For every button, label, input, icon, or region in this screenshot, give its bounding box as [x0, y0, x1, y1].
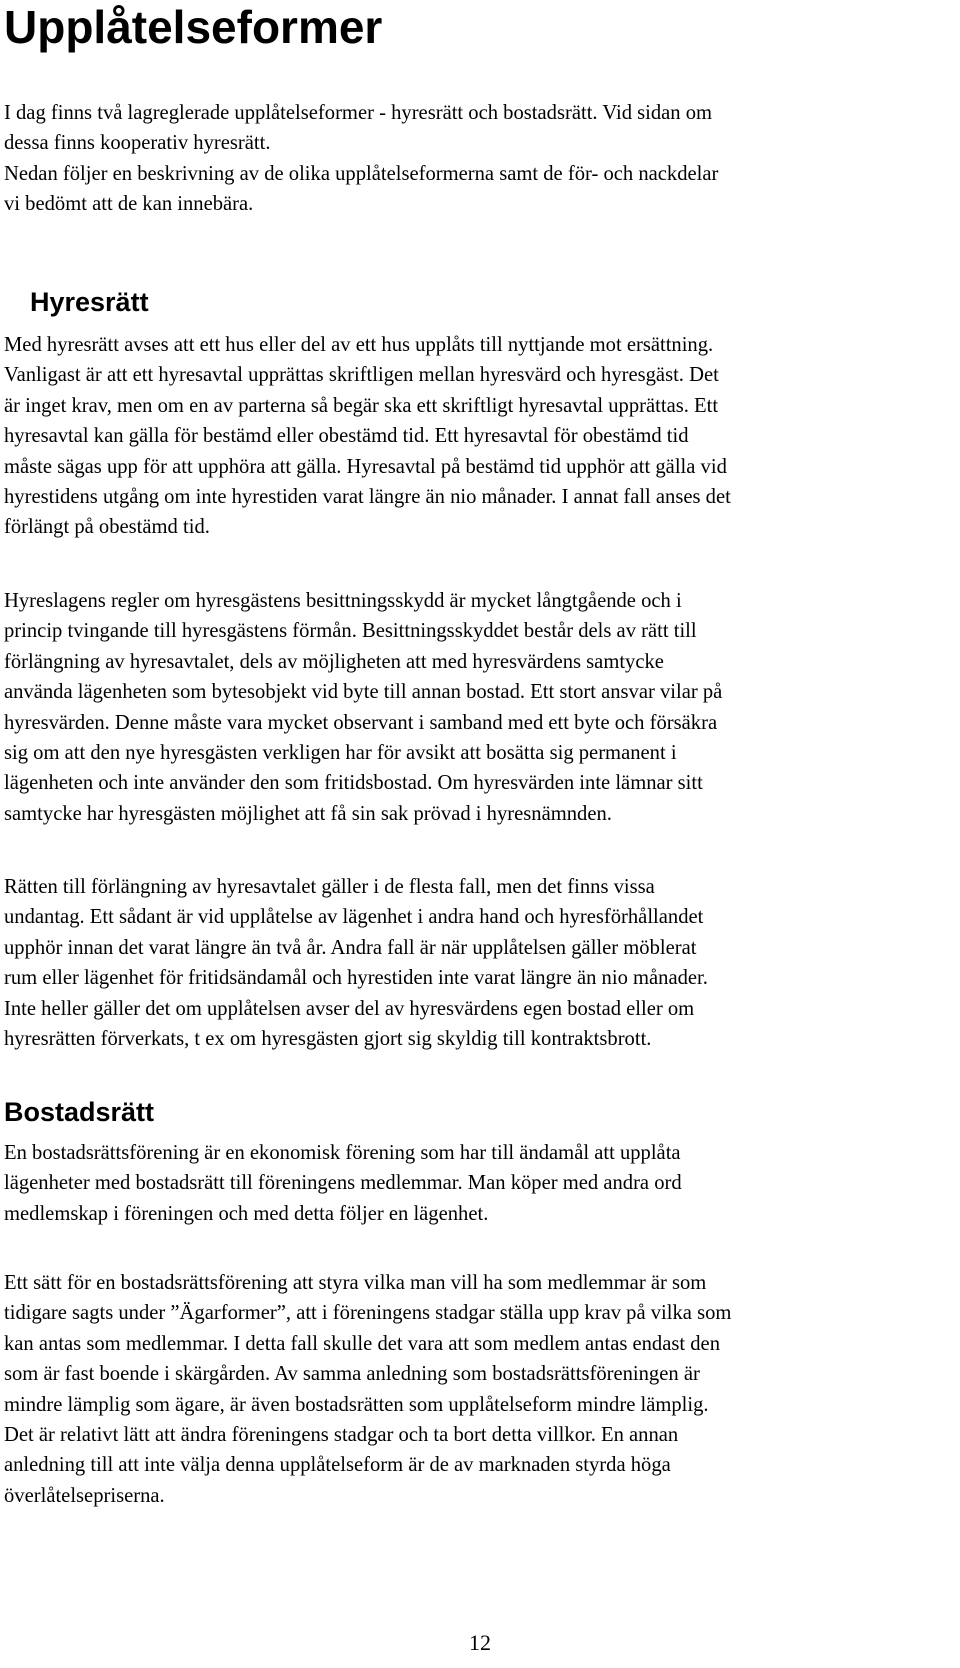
intro-paragraph: I dag finns två lagreglerade upplåtelseformer - hyresrätt och bostadsrätt. Vid sidan om dessa finns kooperativ hyresrätt. Nedan följer en beskrivning av de olika upplåtelseformerna samt de för- och nackdelar vi bedömt att de kan innebära.	[4, 102, 719, 216]
section-heading-bostadsratt: Bostadsrätt	[4, 1097, 155, 1127]
hyresratt-paragraph-1: Med hyresrätt avses att ett hus eller del av ett hus upplåts till nyttjande mot ersättning. Vanligast är att ett hyresavtal upprättas skriftligen mellan hyresvärd och hyresgäst. Det är inget krav, men om en av parterna så begär ska ett skriftligt hyresavtal upprättas. Ett hyresavtal kan gälla för bestämd eller obestämd tid. Ett hyresavtal för obestämd tid måste sägas upp för att upphöra att gälla. Hyresavtal på bestämd tid upphör att gälla vid hyrestidens utgång om inte hyrestiden varat längre än nio månader. I annat fall anses det förlängt på obestämd tid.	[4, 334, 731, 539]
section-heading-hyresratt: Hyresrätt	[30, 287, 149, 317]
hyresratt-paragraph-2: Hyreslagens regler om hyresgästens besittningsskydd är mycket långtgående och i princip tvingande till hyresgästens förmån. Besittningsskyddet består dels av rätt till förlängning av hyresavtalet, dels av möjligheten att med hyresvärdens samtycke använda lägenheten som bytesobjekt vid byte till annan bostad. Ett stort ansvar vilar på hyresvärden. Denne måste vara mycket observant i samband med ett byte och försäkra sig om att den nye hyresgästen verkligen har för avsikt att bosätta sig permanent i lägenheten och inte använder den som fritidsbostad. Om hyresvärden inte lämnar sitt samtycke har hyresgästen möjlighet att få sin sak prövad i hyresnämnden.	[4, 590, 723, 825]
page-number: 12	[469, 1630, 491, 1655]
bostadsratt-paragraph-2: Ett sätt för en bostadsrättsförening att styra vilka man vill ha som medlemmar är som tidigare sagts under ”Ägarformer”, att i föreningens stadgar ställa upp krav på vilka som kan antas som medlemmar. I detta fall skulle det vara att som medlem antas endast den som är fast boende i skärgården. Av samma anledning som bostadsrättsföreningen är mindre lämplig som ägare, är även bostadsrätten som upplåtelseform mindre lämplig. Det är relativt lätt att ändra föreningens stadgar och ta bort detta villkor. En annan anledning till att inte välja denna upplåtelseform är de av marknaden styrda höga överlåtelsepriserna.	[4, 1272, 732, 1507]
hyresratt-paragraph-3: Rätten till förlängning av hyresavtalet gäller i de flesta fall, men det finns vissa undantag. Ett sådant är vid upplåtelse av lägenhet i andra hand och hyresförhållandet upphör innan det varat längre än två år. Andra fall är när upplåtelsen gäller möblerat rum eller lägenhet för fritidsändamål och hyrestiden inte varat längre än nio månader. Inte heller gäller det om upplåtelsen avser del av hyresvärdens egen bostad eller om hyresrätten förverkats, t ex om hyresgästen gjort sig skyldig till kontraktsbrott.	[4, 876, 708, 1051]
page-title: Upplåtelseformer	[4, 1, 383, 53]
bostadsratt-paragraph-1: En bostadsrättsförening är en ekonomisk förening som har till ändamål att upplåta lägenheter med bostadsrätt till föreningens medlemmar. Man köper med andra ord medlemskap i föreningen och med detta följer en lägenhet.	[4, 1142, 682, 1225]
